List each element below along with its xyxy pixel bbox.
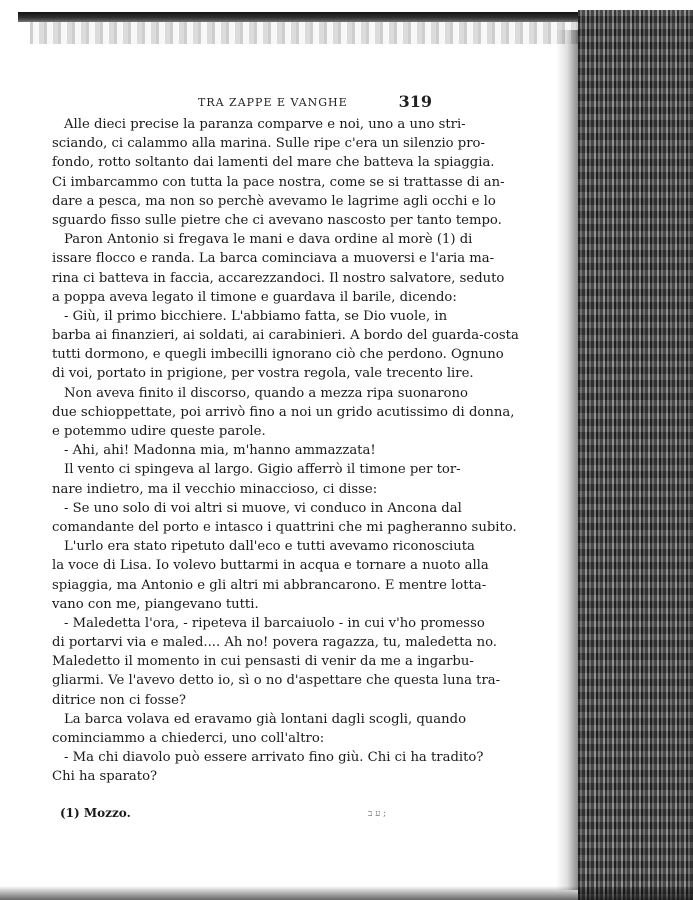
- text-line: comandante del porto e intasco i quattrini che mi pagheranno subito.: [52, 519, 517, 535]
- page-number: 319: [398, 92, 432, 111]
- text-line: di voi, portato in prigione, per vostra regola, vale trecento lire.: [52, 366, 474, 382]
- text-line: barba ai finanzieri, ai soldati, ai carabinieri. A bordo del guarda-costa: [52, 328, 519, 344]
- text-line: - Ma chi diavolo può essere arrivato fino giù. Chi ci ha tradito?: [64, 750, 484, 766]
- text-line: Il vento ci spingeva al largo. Gigio afferrò il timone per tor-: [64, 462, 461, 478]
- text-line: di portarvi via e maled.... Ah no! povera ragazza, tu, maledetta no.: [52, 635, 497, 651]
- text-line: - Ahi, ahi! Madonna mia, m'hanno ammazzata!: [64, 443, 376, 459]
- text-line: Paron Antonio si fregava le mani e dava ordine al morè (1) di: [64, 232, 473, 248]
- text-line: La barca volava ed eravamo già lontani dagli scogli, quando: [64, 711, 467, 727]
- text-line: la voce di Lisa. Io volevo buttarmi in acqua e tornare a nuoto alla: [52, 558, 489, 574]
- text-line: cominciammo a chiederci, uno coll'altro:: [52, 731, 325, 746]
- text-line: vano con me, piangevano tutti.: [52, 596, 259, 612]
- text-line: a poppa aveva legato il timone e guardava il barile, dicendo:: [52, 289, 457, 305]
- text-line: issare flocco e randa. La barca cominciava a muoversi e l'aria ma-: [52, 251, 495, 267]
- text-line: L'urlo era stato ripetuto dall'eco e tutti avevamo riconosciuta: [64, 539, 475, 555]
- text-line: Maledetto il momento in cui pensasti di venir da me a ingarbu-: [52, 654, 474, 670]
- running-head: TRA ZAPPE E VANGHE: [198, 96, 348, 109]
- text-line: gliarmi. Ve l'avevo detto io, sì o no d'aspettare che questa luna tra-: [52, 673, 501, 689]
- text-line: due schioppettate, poi arrivò fino a noi un grido acutissimo di donna,: [52, 404, 515, 420]
- text-line: rina ci batteva in faccia, accarezzandoci. Il nostro salvatore, seduto: [52, 270, 505, 286]
- book-page-edges: [578, 10, 693, 900]
- text-line: - Se uno solo di voi altri si muove, vi conduco in Ancona dal: [64, 500, 462, 516]
- page-fold-shadow: [556, 30, 578, 890]
- text-line: sguardo fisso sulle pietre che ci avevano nascosto per tanto tempo.: [52, 212, 502, 228]
- text-line: - Giù, il primo bicchiere. L'abbiamo fatta, se Dio vuole, in: [64, 308, 448, 324]
- footnote: (1) Mozzo.: [60, 806, 131, 820]
- text-line: - Maledetta l'ora, - ripeteva il barcaiuolo - in cui v'ho promesso: [64, 615, 485, 631]
- text-line: nare indietro, ma il vecchio minaccioso, ci disse:: [52, 481, 378, 497]
- text-line: Chi ha sparato?: [52, 769, 158, 785]
- text-line: sciando, ci calammo alla marina. Sulle ripe c'era un silenzio pro-: [52, 136, 485, 152]
- stray-mark: ע ב ;: [368, 809, 387, 819]
- text-line: Non aveva finito il discorso, quando a mezza ripa suonarono: [64, 385, 468, 401]
- body-text: [52, 115, 519, 787]
- text-line: dare a pesca, ma non so perchè avevamo le lagrime agli occhi e lo: [52, 193, 496, 209]
- text-line: fondo, rotto soltanto dai lamenti del mare che batteva la spiaggia.: [52, 155, 495, 171]
- text-line: tutti dormono, e quegli imbecilli ignorano ciò che perdono. Ognuno: [52, 347, 504, 363]
- page-bottom-edge: [0, 886, 693, 900]
- page-header: [60, 92, 432, 112]
- text-line: e potemmo udire queste parole.: [52, 424, 266, 439]
- text-line: ditrice non ci fosse?: [52, 692, 187, 708]
- text-line: spiaggia, ma Antonio e gli altri mi abbrancarono. E mentre lotta-: [52, 577, 487, 593]
- text-line: Ci imbarcammo con tutta la pace nostra, come se si trattasse di an-: [52, 174, 505, 190]
- text-line: Alle dieci precise la paranza comparve e noi, uno a uno stri-: [64, 117, 466, 132]
- scan-smudge: [30, 22, 590, 44]
